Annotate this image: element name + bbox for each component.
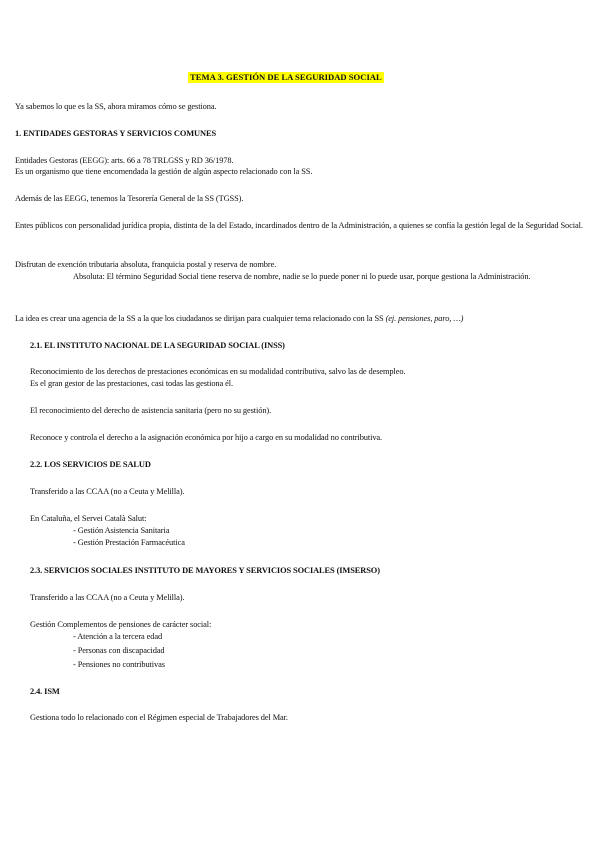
s22-line1: Transferido a las CCAA (no a Ceuta y Melilla). [30, 487, 185, 496]
s1-p3: Entes públicos con personalidad jurídica propia, distinta de la del Estado, incardinados dentro de la Administración, a quienes se confía la gestión legal de la Seguridad Social. [15, 221, 583, 230]
s22-line2: En Cataluña, el Servei Català Salut: [30, 514, 147, 523]
s21-line1: Reconocimiento de los derechos de prestaciones económicas en su modalidad contributiva, salvo las de desempleo. [30, 367, 406, 376]
s1-p5-main: La idea es crear una agencia de la SS a la que los ciudadanos se dirijan para cualquier tema relacionado con la SS [15, 314, 386, 323]
list-item: - Personas con discapacidad [73, 645, 165, 656]
s21-line4: Reconoce y controla el derecho a la asignación económica por hijo a cargo en su modalidad no contributiva. [30, 433, 383, 442]
section-2-3-heading: 2.3. SERVICIOS SOCIALES INSTITUTO DE MAYORES Y SERVICIOS SOCIALES (IMSERSO) [30, 566, 380, 575]
s1-p1-line2: Es un organismo que tiene encomendada la gestión de algún aspecto relacionado con la SS. [15, 167, 313, 176]
list-item: - Gestión Asistencia Sanitaria [73, 525, 169, 536]
page-title: TEMA 3. GESTIÓN DE LA SEGURIDAD SOCIAL [190, 72, 382, 82]
s1-p1-line1: Entidades Gestoras (EEGG): arts. 66 a 78 TRLGSS y RD 36/1978. [15, 156, 234, 165]
list-item: - Gestión Prestación Farmacéutica [73, 537, 185, 548]
s1-p2: Además de las EEGG, tenemos la Tesorería General de la SS (TGSS). [15, 194, 244, 203]
list-item: - Atención a la tercera edad [73, 631, 162, 642]
s24-line1: Gestiona todo lo relacionado con el Régimen especial de Trabajadores del Mar. [30, 713, 288, 722]
s1-p4-note: Absoluta: El término Seguridad Social tiene reserva de nombre, nadie se lo puede poner ni lo puede usar, porque gestiona la Administración. [73, 272, 531, 281]
section-2-2-heading: 2.2. LOS SERVICIOS DE SALUD [30, 460, 151, 469]
s21-line2: Es el gran gestor de las prestaciones, casi todas las gestiona él. [30, 379, 233, 388]
section-1-heading: 1. ENTIDADES GESTORAS Y SERVICIOS COMUNES [15, 129, 216, 138]
intro-text: Ya sabemos lo que es la SS, ahora miramos cómo se gestiona. [15, 102, 217, 111]
s23-line2: Gestión Complementos de pensiones de carácter social: [30, 620, 212, 629]
s1-p5-examples: (ej. pensiones, paro, …) [385, 314, 464, 323]
s1-p5 [15, 313, 463, 324]
section-2-4-heading: 2.4. ISM [30, 687, 60, 696]
s1-p4-line1: Disfrutan de exención tributaria absoluta, franquicia postal y reserva de nombre. [15, 260, 277, 269]
s21-line3: El reconocimiento del derecho de asistencia sanitaria (pero no su gestión). [30, 406, 272, 415]
section-2-1-heading: 2.1. EL INSTITUTO NACIONAL DE LA SEGURIDAD SOCIAL (INSS) [30, 341, 285, 350]
s23-line1: Transferido a las CCAA (no a Ceuta y Melilla). [30, 593, 185, 602]
list-item: - Pensiones no contributivas [73, 659, 165, 670]
